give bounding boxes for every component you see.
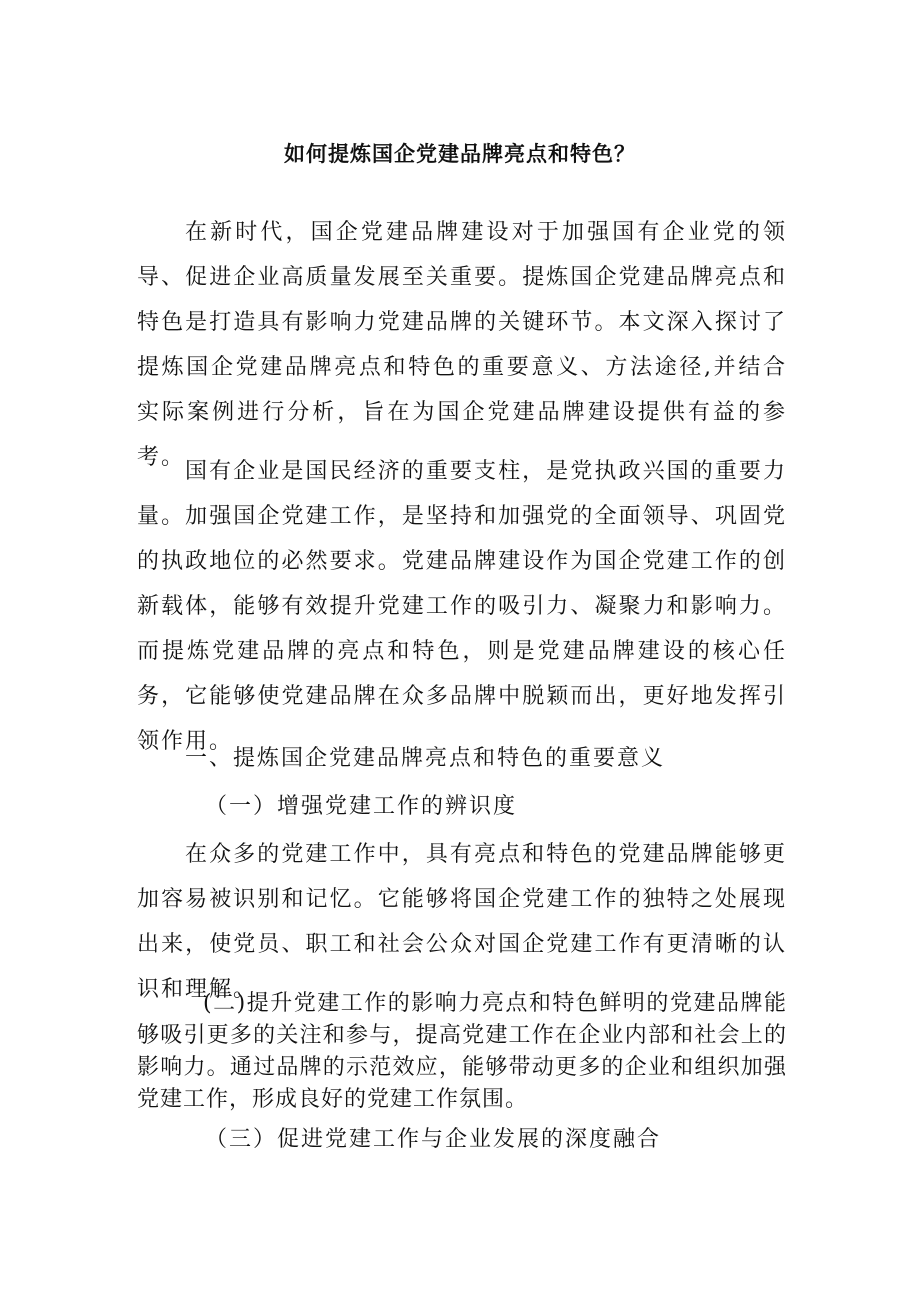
intro-paragraph: 在新时代，国企党建品牌建设对于加强国有企业党的领导、促进企业高质量发展至关重要。提炼国企党建品牌亮点和特色是打造具有影响力党建品牌的关键环节。本文深入探讨了提炼国企党建品牌亮点和特色的重要意义、方法途径,并结合实际案例进行分析，旨在为国企党建品牌建设提供有益的参考。 [137,220,787,470]
background-paragraph: 国有企业是国民经济的重要支柱，是党执政兴国的重要力量。加强国企党建工作，是坚持和加强党的全面领导、巩固党的执政地位的必然要求。党建品牌建设作为国企党建工作的创新载体，能够有效提升党建工作的吸引力、凝聚力和影响力。而提炼党建品牌的亮点和特色，则是党建品牌建设的核心任务，它能够使党建品牌在众多品牌中脱颖而出，更好地发挥引领作用。 [137,459,787,754]
document-title: 如何提炼国企党建品牌亮点和特色？ [284,141,636,166]
section-1-heading: 一、提炼国企党建品牌亮点和特色的重要意义 [185,746,666,771]
subsection-1-body: 在众多的党建工作中，具有亮点和特色的党建品牌能够更加容易被识别和记忆。它能够将国企党建工作的独特之处展现出来，使党员、职工和社会公众对国企党建工作有更清晰的认识和理解。 [137,842,787,1002]
subsection-1-heading: （一）增强党建工作的辨识度 [205,794,518,819]
subsection-3-heading: （三）促进党建工作与企业发展的深度融合 [205,1127,662,1152]
subsection-2-paragraph: (二)提升党建工作的影响力亮点和特色鲜明的党建品牌能够吸引更多的关注和参与，提高党建工作在企业内部和社会上的影响力。通过品牌的示范效应，能够带动更多的企业和组织加强党建工作，形成良好的党建工作氛围。 [137,991,787,1112]
